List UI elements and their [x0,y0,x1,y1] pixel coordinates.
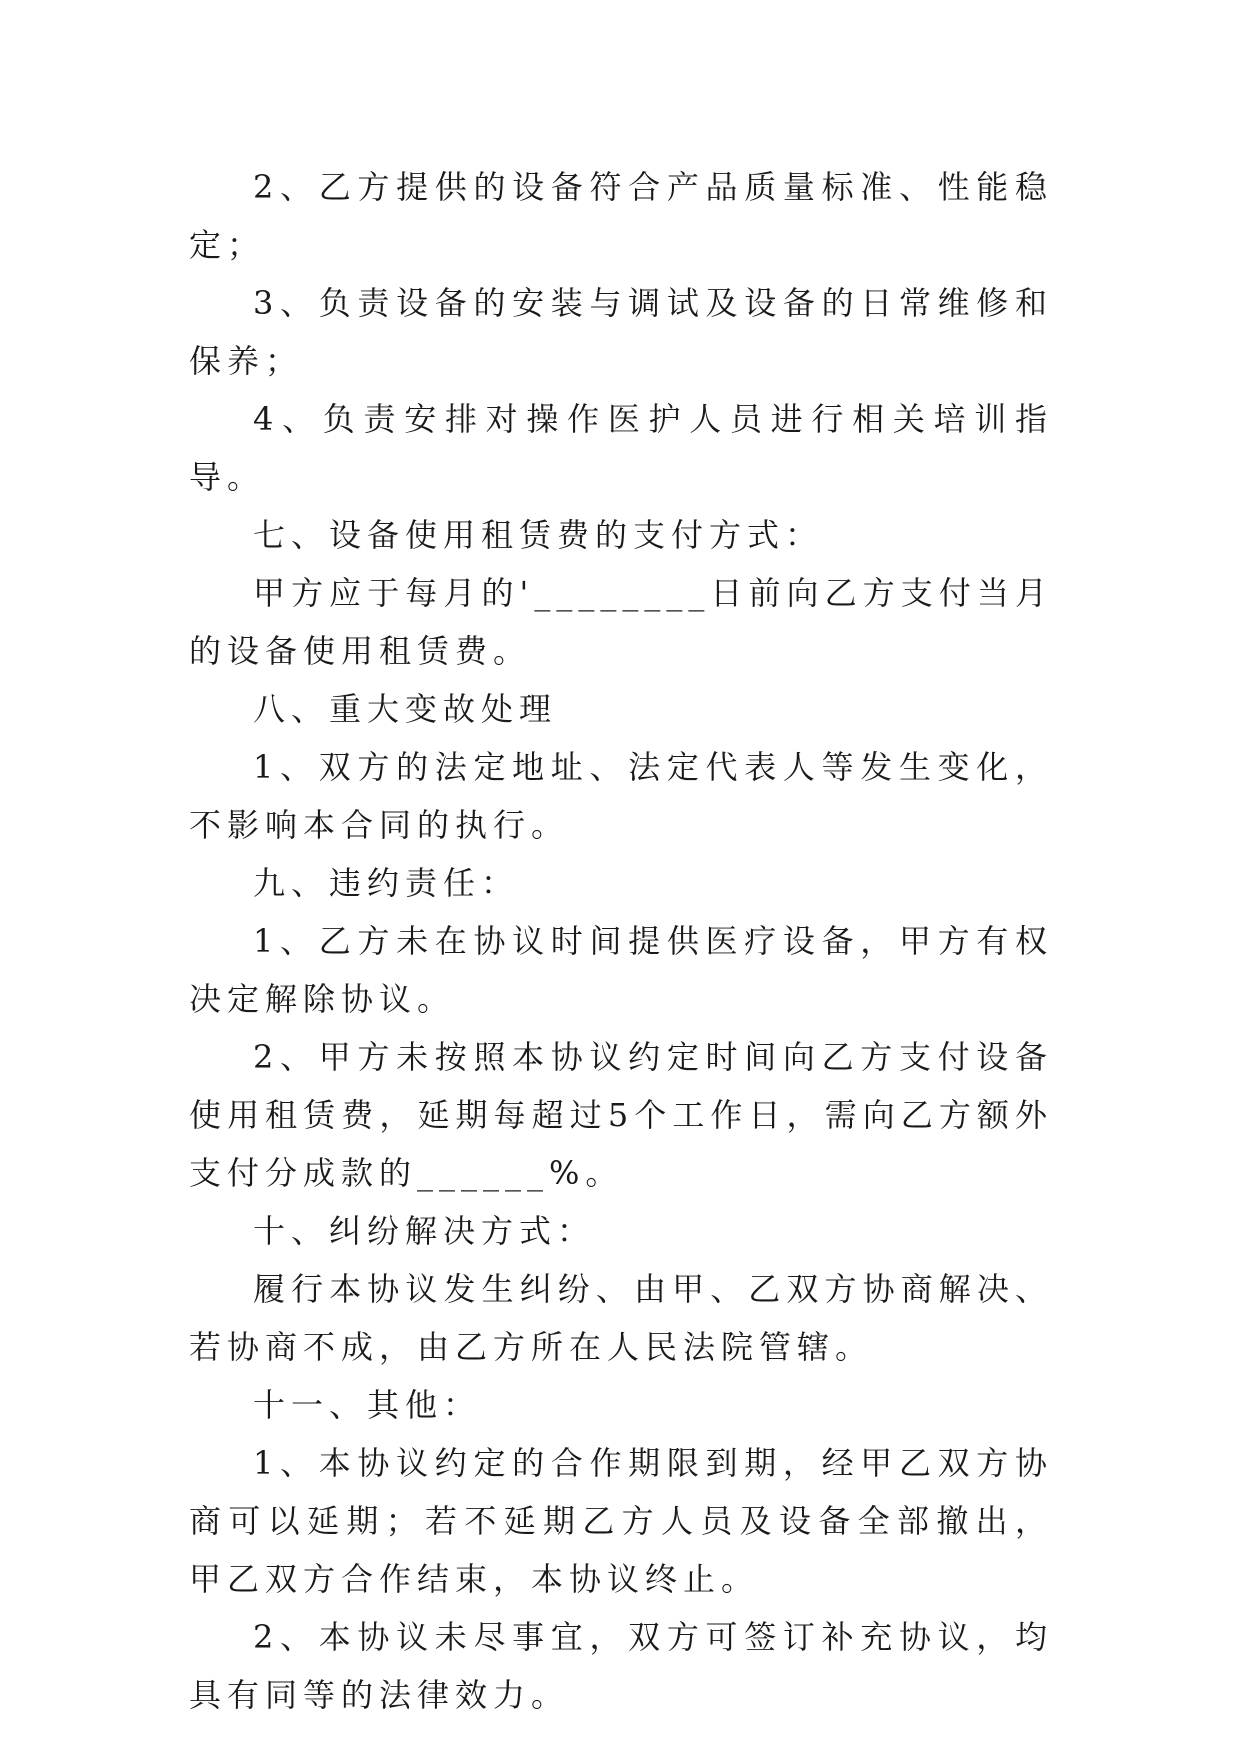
document-page [189,158,1053,1724]
clause-training: 4、负责安排对操作医护人员进行相关培训指导。 [189,400,1053,496]
section-heading-dispute: 十、纠纷解决方式： [253,1212,596,1250]
clause-termination-right: 1、乙方未在协议时间提供医疗设备，甲方有权决定解除协议。 [189,922,1053,1018]
section-heading-major-changes: 八、重大变故处理 [253,690,558,728]
clause-installation-maintenance: 3、负责设备的安装与调试及设备的日常维修和保养； [189,284,1053,380]
clause-supplementary-agreement: 2、本协议未尽事宜，双方可签订补充协议，均具有同等的法律效力。 [189,1618,1053,1714]
clause-dispute-resolution: 履行本协议发生纠纷、由甲、乙双方协商解决、若协商不成，由乙方所在人民法院管辖。 [189,1270,1053,1366]
section-heading-other: 十一、其他： [253,1386,482,1424]
clause-address-change: 1、双方的法定地址、法定代表人等发生变化，不影响本合同的执行。 [189,748,1053,844]
clause-quality-standard: 2、乙方提供的设备符合产品质量标准、性能稳定； [189,168,1053,264]
clause-payment-date: 甲方应于每月的'________日前向乙方支付当月的设备使用租赁费。 [189,574,1053,670]
section-heading-payment: 七、设备使用租赁费的支付方式： [253,516,824,554]
clause-extension: 1、本协议约定的合作期限到期，经甲乙双方协商可以延期；若不延期乙方人员及设备全部撤出，甲乙双方合作结束，本协议终止。 [189,1444,1053,1598]
clause-late-payment: 2、甲方未按照本协议约定时间向乙方支付设备使用租赁费，延期每超过5个工作日，需向乙方额外支付分成款的______%。 [189,1038,1053,1192]
section-heading-liability: 九、违约责任： [253,864,520,902]
